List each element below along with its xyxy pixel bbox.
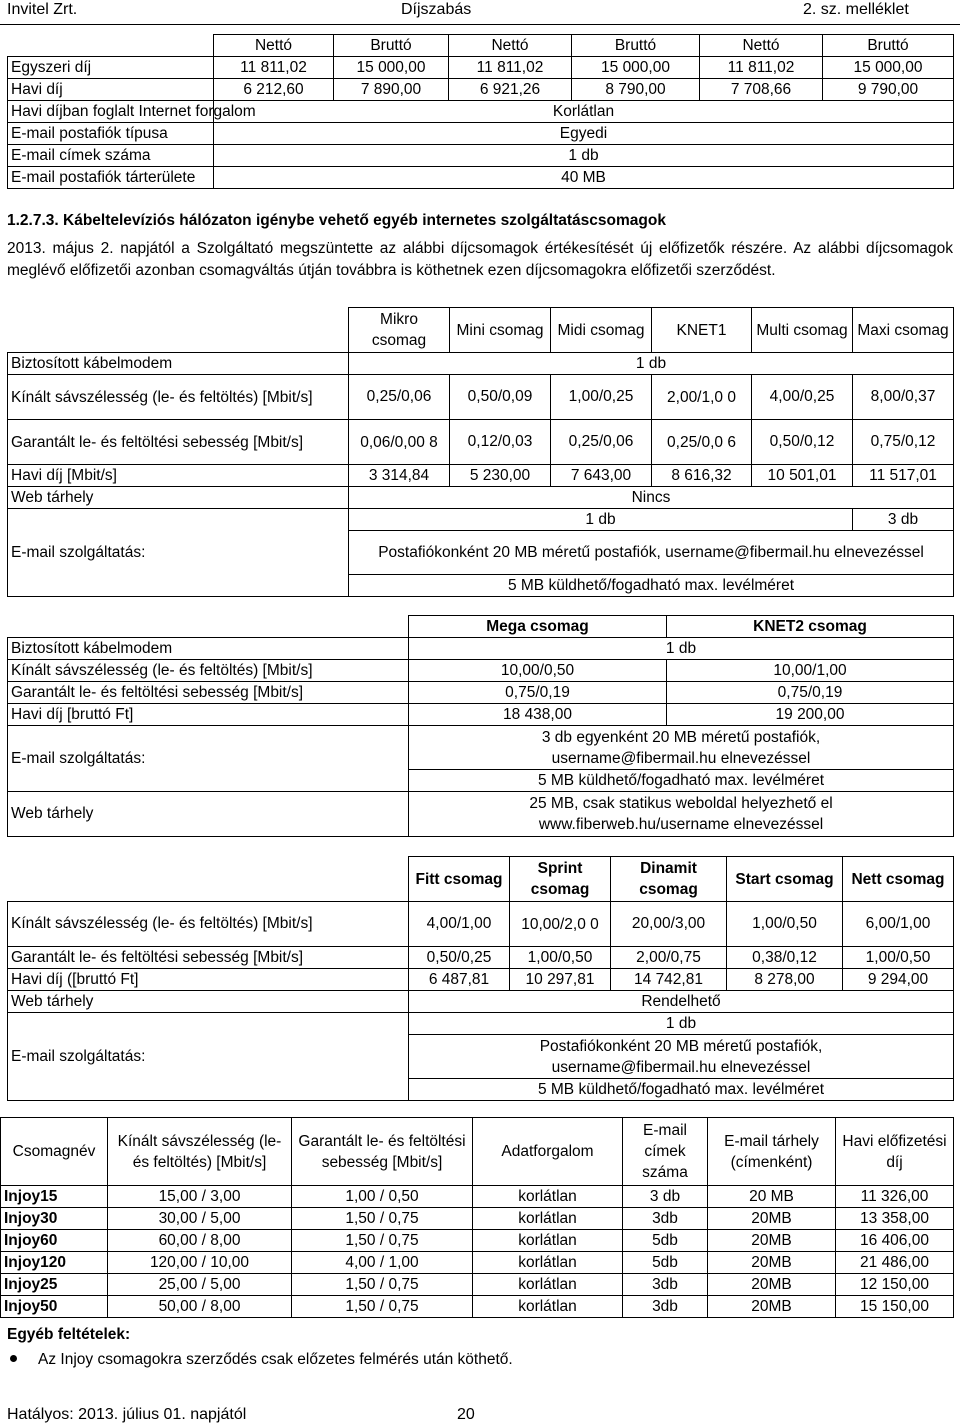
col-header: Bruttó <box>334 35 449 57</box>
col-header: KNET1 <box>652 308 752 353</box>
cell: 25,00 / 5,00 <box>108 1274 292 1296</box>
cell: 0,25/0,0 6 <box>652 420 752 465</box>
table-row <box>8 79 954 101</box>
package-name: Injoy60 <box>1 1230 108 1252</box>
cell: 0,38/0,12 <box>727 947 843 969</box>
cell: Nincs <box>349 487 954 509</box>
table-row <box>8 123 954 145</box>
package-name: Injoy50 <box>1 1296 108 1318</box>
cell: Rendelhető <box>409 991 954 1013</box>
row-label: E-mail szolgáltatás: <box>8 1013 409 1101</box>
table-row <box>8 145 954 167</box>
cell: 60,00 / 8,00 <box>108 1230 292 1252</box>
corner-cell <box>8 308 349 353</box>
cell: 18 438,00 <box>409 704 667 726</box>
cell: 1,00/0,50 <box>727 902 843 947</box>
cell: 25 MB, csak statikus weboldal helyezhető el www.fiberweb.hu/username elnevezéssel <box>409 792 954 837</box>
other-conditions-title: Egyéb feltételek: <box>7 1326 131 1343</box>
cell: 120,00 / 10,00 <box>108 1252 292 1274</box>
cell: korlátlan <box>473 1296 623 1318</box>
table-row <box>8 947 954 969</box>
cell: 5db <box>623 1252 708 1274</box>
cell: 11 811,02 <box>700 57 823 79</box>
page-number: 20 <box>457 1406 475 1423</box>
pricing-table-3 <box>7 615 954 837</box>
cell: 10 501,01 <box>752 465 853 487</box>
cell: 6 212,60 <box>214 79 334 101</box>
cell: 2,00/1,0 0 <box>652 375 752 420</box>
table-row <box>8 167 954 189</box>
row-label: Havi díjban foglalt Internet forgalom <box>8 101 214 123</box>
col-header: Mikro csomag <box>349 308 450 353</box>
row-label: E-mail szolgáltatás: <box>8 726 409 792</box>
col-header: Nettó <box>449 35 572 57</box>
cell: 5 MB küldhető/fogadható max. levélméret <box>349 575 954 597</box>
cell: 3db <box>623 1208 708 1230</box>
col-header: Bruttó <box>823 35 954 57</box>
col-header: E-mail címek száma <box>623 1118 708 1186</box>
cell: 5 MB küldhető/fogadható max. levélméret <box>409 1079 954 1101</box>
cell: 1,00/0,25 <box>551 375 652 420</box>
cell: 0,50/0,09 <box>450 375 551 420</box>
cell: 15 000,00 <box>334 57 449 79</box>
cell: korlátlan <box>473 1186 623 1208</box>
cell: 6 487,81 <box>409 969 510 991</box>
col-header: Kínált sávszélesség (le- és feltöltés) [Mbit/s] <box>108 1118 292 1186</box>
cell: 12 150,00 <box>836 1274 954 1296</box>
pricing-table-4 <box>7 856 954 1101</box>
cell: 7 708,66 <box>700 79 823 101</box>
row-label: Kínált sávszélesség (le- és feltöltés) [Mbit/s] <box>8 660 409 682</box>
row-label: E-mail címek száma <box>8 145 214 167</box>
cell: 20MB <box>708 1208 836 1230</box>
header-title: Díjszabás <box>401 1 472 18</box>
cell: korlátlan <box>473 1230 623 1252</box>
col-header: Havi előfizetési díj <box>836 1118 954 1186</box>
table-row <box>8 704 954 726</box>
table-row <box>1 1230 954 1252</box>
row-label: Havi díj <box>8 79 214 101</box>
table-row <box>8 465 954 487</box>
row-label: Garantált le- és feltöltési sebesség [Mbit/s] <box>8 420 349 465</box>
cell: 1,50 / 0,75 <box>292 1296 473 1318</box>
col-header: Fitt csomag <box>409 857 510 902</box>
cell: 1,50 / 0,75 <box>292 1230 473 1252</box>
section-title: 1.2.7.3. Kábeltelevíziós hálózaton igénybe vehető egyéb internetes szolgáltatáscsomagok <box>7 212 666 229</box>
cell: 1 db <box>409 1013 954 1035</box>
cell: 15,00 / 3,00 <box>108 1186 292 1208</box>
table-row <box>1 1274 954 1296</box>
row-label: E-mail postafiók típusa <box>8 123 214 145</box>
row-label: Web tárhely <box>8 487 349 509</box>
injoy-table <box>0 1117 954 1318</box>
package-name: Injoy25 <box>1 1274 108 1296</box>
cell: 3 db egyenként 20 MB méretű postafiók, username@fibermail.hu elnevezéssel <box>409 726 954 770</box>
table-row <box>1 1208 954 1230</box>
cell: 3db <box>623 1274 708 1296</box>
cell: 8 790,00 <box>572 79 700 101</box>
col-header: Adatforgalom <box>473 1118 623 1186</box>
cell: korlátlan <box>473 1274 623 1296</box>
cell: 15 000,00 <box>823 57 954 79</box>
col-header: E-mail tárhely (címenként) <box>708 1118 836 1186</box>
cell: 40 MB <box>214 167 954 189</box>
corner-cell <box>8 857 409 902</box>
table-row <box>8 487 954 509</box>
table-row <box>8 991 954 1013</box>
cell: 10,00/0,50 <box>409 660 667 682</box>
row-label: Kínált sávszélesség (le- és feltöltés) [Mbit/s] <box>8 375 349 420</box>
row-label: Havi díj [Mbit/s] <box>8 465 349 487</box>
cell: Egyedi <box>214 123 954 145</box>
cell: 0,25/0,06 <box>551 420 652 465</box>
package-name: Injoy120 <box>1 1252 108 1274</box>
footer-effective-date: Hatályos: 2013. július 01. napjától <box>7 1406 247 1423</box>
table-row <box>8 682 954 704</box>
cell: 20MB <box>708 1274 836 1296</box>
cell: 1,50 / 0,75 <box>292 1274 473 1296</box>
cell: 3 db <box>853 509 954 531</box>
cell: 1 db <box>214 145 954 167</box>
table-row <box>8 375 954 420</box>
package-name: Injoy30 <box>1 1208 108 1230</box>
col-header: Garantált le- és feltöltési sebesség [Mbit/s] <box>292 1118 473 1186</box>
col-header: Nettó <box>700 35 823 57</box>
cell: 13 358,00 <box>836 1208 954 1230</box>
row-label: E-mail postafiók tárterülete <box>8 167 214 189</box>
cell: 3db <box>623 1296 708 1318</box>
table-row <box>8 969 954 991</box>
cell: 11 326,00 <box>836 1186 954 1208</box>
row-label: Egyszeri díj <box>8 57 214 79</box>
table-row <box>8 638 954 660</box>
cell: 20,00/3,00 <box>611 902 727 947</box>
col-header: Start csomag <box>727 857 843 902</box>
pricing-table-2 <box>7 307 954 597</box>
cell: 1,50 / 0,75 <box>292 1208 473 1230</box>
corner-cell <box>8 616 409 638</box>
cell: 20MB <box>708 1230 836 1252</box>
cell: 21 486,00 <box>836 1252 954 1274</box>
page-header <box>0 0 960 25</box>
cell: 0,75/0,19 <box>409 682 667 704</box>
row-label: Web tárhely <box>8 792 409 837</box>
cell: 10,00/2,0 0 <box>510 902 611 947</box>
table-row <box>1 1186 954 1208</box>
package-name: Injoy15 <box>1 1186 108 1208</box>
row-label: Havi díj ([bruttó Ft] <box>8 969 409 991</box>
row-label: Garantált le- és feltöltési sebesség [Mbit/s] <box>8 682 409 704</box>
cell: 9 294,00 <box>843 969 954 991</box>
cell: 0,50/0,25 <box>409 947 510 969</box>
header-company: Invitel Zrt. <box>7 1 78 18</box>
cell: 0,25/0,06 <box>349 375 450 420</box>
cell: 4,00 / 1,00 <box>292 1252 473 1274</box>
cell: 9 790,00 <box>823 79 954 101</box>
col-header: Bruttó <box>572 35 700 57</box>
cell: 15 000,00 <box>572 57 700 79</box>
cell: 2,00/0,75 <box>611 947 727 969</box>
table-row <box>8 726 954 770</box>
cell: 16 406,00 <box>836 1230 954 1252</box>
cell: 8 616,32 <box>652 465 752 487</box>
cell: 14 742,81 <box>611 969 727 991</box>
col-header: KNET2 csomag <box>667 616 954 638</box>
bullet-icon <box>10 1355 17 1362</box>
cell: 20MB <box>708 1252 836 1274</box>
cell: 6,00/1,00 <box>843 902 954 947</box>
cell: 7 643,00 <box>551 465 652 487</box>
table-row <box>8 420 954 465</box>
table-row <box>8 902 954 947</box>
cell: 20 MB <box>708 1186 836 1208</box>
condition-text: Az Injoy csomagokra szerződés csak előzetes felmérés után köthető. <box>38 1351 513 1368</box>
col-header: Dinamit csomag <box>611 857 727 902</box>
cell: 20MB <box>708 1296 836 1318</box>
cell: 1 db <box>409 638 954 660</box>
cell: 8,00/0,37 <box>853 375 954 420</box>
cell: 8 278,00 <box>727 969 843 991</box>
row-label: Biztosított kábelmodem <box>8 638 409 660</box>
row-label: E-mail szolgáltatás: <box>8 509 349 597</box>
cell: 11 811,02 <box>214 57 334 79</box>
row-label: Biztosított kábelmodem <box>8 353 349 375</box>
col-header: Multi csomag <box>752 308 853 353</box>
pricing-table-1 <box>7 34 954 189</box>
cell: 5 230,00 <box>450 465 551 487</box>
col-header: Mega csomag <box>409 616 667 638</box>
cell: 10 297,81 <box>510 969 611 991</box>
cell: 19 200,00 <box>667 704 954 726</box>
cell: 1,00/0,50 <box>510 947 611 969</box>
cell: 0,50/0,12 <box>752 420 853 465</box>
table-row <box>8 660 954 682</box>
row-label: Web tárhely <box>8 991 409 1013</box>
table-row <box>8 1013 954 1035</box>
table-row <box>8 101 954 123</box>
cell: korlátlan <box>473 1208 623 1230</box>
table-row <box>8 509 954 531</box>
table-row <box>8 353 954 375</box>
col-header: Sprint csomag <box>510 857 611 902</box>
cell: korlátlan <box>473 1252 623 1274</box>
cell: 1,00/0,50 <box>843 947 954 969</box>
header-annex: 2. sz. melléklet <box>803 1 909 18</box>
col-header: Maxi csomag <box>853 308 954 353</box>
table-row <box>1 1296 954 1318</box>
row-label: Havi díj [bruttó Ft] <box>8 704 409 726</box>
cell: 7 890,00 <box>334 79 449 101</box>
table-row <box>8 57 954 79</box>
col-header: Mini csomag <box>450 308 551 353</box>
condition-item <box>7 1351 513 1369</box>
cell: Postafiókonként 20 MB méretű postafiók, username@fibermail.hu elnevezéssel <box>409 1035 954 1079</box>
intro-paragraph: 2013. május 2. napjától a Szolgáltató megszüntette az alábbi díjcsomagok értékesítését új előfizetők részére. Az alábbi díjcsomagok meglévő előfizetői azonban csomagváltás útján továbbra is köthetnek ezen díjcsomagokra előfizetői szerződést. <box>7 240 953 279</box>
cell: 1 db <box>349 509 853 531</box>
cell: 6 921,26 <box>449 79 572 101</box>
cell: 11 517,01 <box>853 465 954 487</box>
col-header: Csomagnév <box>1 1118 108 1186</box>
cell: Korlátlan <box>214 101 954 123</box>
row-label: Kínált sávszélesség (le- és feltöltés) [Mbit/s] <box>8 902 409 947</box>
cell: 30,00 / 5,00 <box>108 1208 292 1230</box>
table-row <box>8 792 954 837</box>
cell: 0,12/0,03 <box>450 420 551 465</box>
cell: 3 314,84 <box>349 465 450 487</box>
cell: 0,75/0,19 <box>667 682 954 704</box>
col-header: Midi csomag <box>551 308 652 353</box>
cell: Postafiókonként 20 MB méretű postafiók, username@fibermail.hu elnevezéssel <box>349 531 954 575</box>
cell: 0,75/0,12 <box>853 420 954 465</box>
table-row <box>1 1252 954 1274</box>
cell: 1 db <box>349 353 954 375</box>
cell: 5db <box>623 1230 708 1252</box>
cell: 0,06/0,00 8 <box>349 420 450 465</box>
cell: 1,00 / 0,50 <box>292 1186 473 1208</box>
cell: 3 db <box>623 1186 708 1208</box>
cell: 10,00/1,00 <box>667 660 954 682</box>
row-label: Garantált le- és feltöltési sebesség [Mbit/s] <box>8 947 409 969</box>
cell: 50,00 / 8,00 <box>108 1296 292 1318</box>
cell: 5 MB küldhető/fogadható max. levélméret <box>409 770 954 792</box>
cell: 4,00/0,25 <box>752 375 853 420</box>
cell: 4,00/1,00 <box>409 902 510 947</box>
corner-cell <box>8 35 214 57</box>
col-header: Nett csomag <box>843 857 954 902</box>
col-header: Nettó <box>214 35 334 57</box>
cell: 15 150,00 <box>836 1296 954 1318</box>
cell: 11 811,02 <box>449 57 572 79</box>
